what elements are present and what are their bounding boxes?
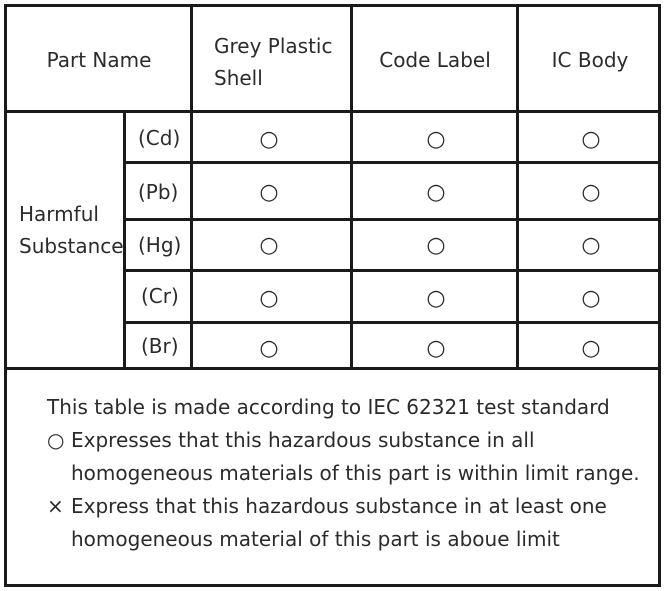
br-label-circle: ○ <box>426 336 446 361</box>
header-ic-body: IC Body <box>551 48 629 72</box>
note-cross-line2: homogeneous material of this part is aboue limit <box>71 527 560 551</box>
substance-cr: (Cr) <box>141 284 179 308</box>
br-shell-circle: ○ <box>259 336 279 361</box>
substance-pb: (Pb) <box>138 180 179 204</box>
hg-ic-circle: ○ <box>581 233 601 258</box>
substance-br: (Br) <box>141 334 179 358</box>
pb-label-circle: ○ <box>426 180 446 205</box>
header-grey-plastic-shell-line2: Shell <box>214 66 263 90</box>
table-bottom-line <box>4 367 661 370</box>
row-line-1 <box>125 161 661 164</box>
cr-shell-circle: ○ <box>259 286 279 311</box>
group-label-line1: Harmful <box>19 202 99 226</box>
note-standard: This table is made according to IEC 62321 test standard <box>47 395 610 419</box>
cr-label-circle: ○ <box>426 286 446 311</box>
header-part-name: Part Name <box>46 48 152 72</box>
note-cross-text1: Express that this hazardous substance in at least one <box>71 494 607 518</box>
hg-shell-circle: ○ <box>259 233 279 258</box>
hg-label-circle: ○ <box>426 233 446 258</box>
substance-cd: (Cd) <box>138 126 181 150</box>
note-circle-text1: Expresses that this hazardous substance in all <box>71 428 535 452</box>
group-label-line2: Substance <box>19 234 124 258</box>
cd-shell-circle: ○ <box>259 127 279 152</box>
row-line-2 <box>125 218 661 221</box>
header-bottom-line <box>4 110 661 113</box>
header-grey-plastic-shell-line1: Grey Plastic <box>214 34 333 58</box>
pb-ic-circle: ○ <box>581 180 601 205</box>
pb-shell-circle: ○ <box>259 180 279 205</box>
header-code-label: Code Label <box>379 48 491 72</box>
note-circle-line2: homogeneous materials of this part is within limit range. <box>71 461 640 485</box>
cross-legend-icon: × <box>47 494 64 518</box>
cd-label-circle: ○ <box>426 127 446 152</box>
row-line-3 <box>125 269 661 272</box>
note-circle-line1 <box>47 424 535 457</box>
row-line-4 <box>125 321 661 324</box>
circle-legend-icon: ○ <box>47 428 65 452</box>
cr-ic-circle: ○ <box>581 286 601 311</box>
cd-ic-circle: ○ <box>581 127 601 152</box>
br-ic-circle: ○ <box>581 336 601 361</box>
substance-hg: (Hg) <box>138 233 182 257</box>
note-cross-line1 <box>47 490 607 523</box>
